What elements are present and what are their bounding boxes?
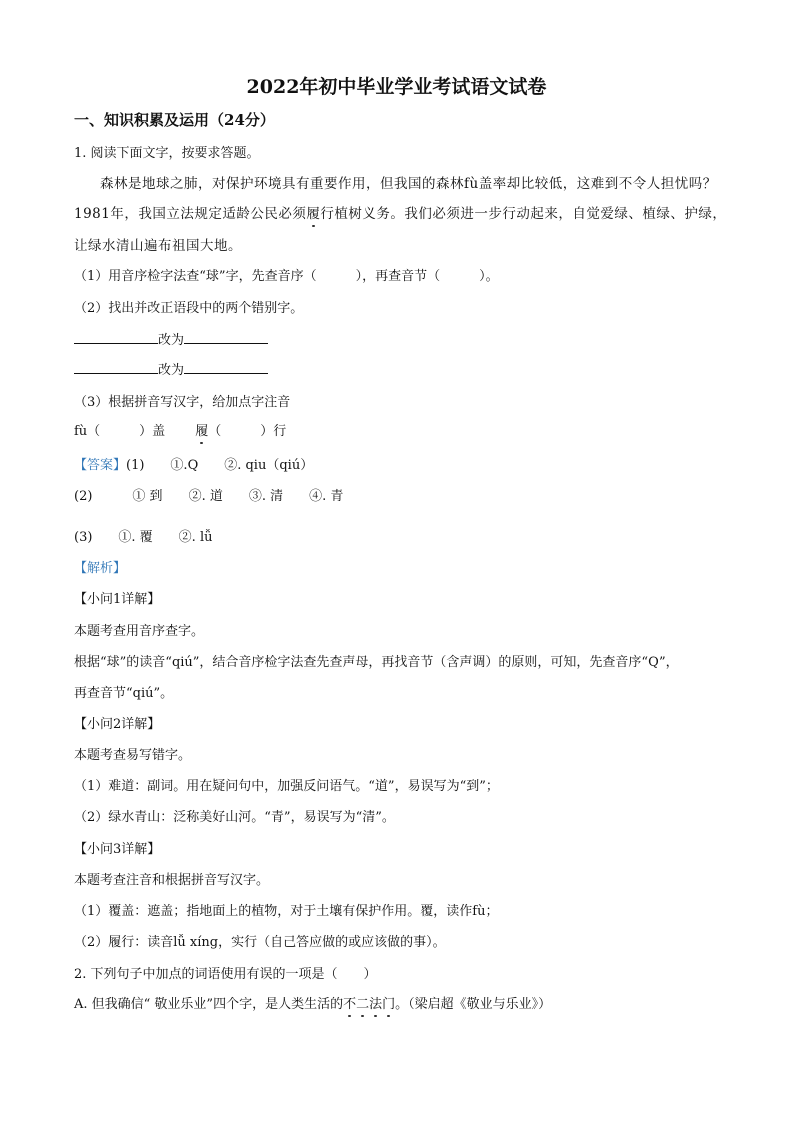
analysis-text: （2）绿水青山：泛称美好山河。“青”，易误写为“清”。 — [74, 810, 395, 825]
analysis-text: 本题考查用音序查字。 — [74, 624, 205, 639]
analysis-text: （2）履行：读音lǚ xíng，实行（自己答应做的或应该做的事）。 — [74, 935, 446, 950]
answer-line-3: (3) ①. 覆 ②. lǚ — [74, 530, 213, 545]
answer-2-item: ②. 道 — [188, 489, 223, 504]
answer-2-item: ③. 清 — [248, 489, 284, 504]
option-a-source: 。（梁启超《敬业与乐业》） — [395, 997, 552, 1012]
blank-field[interactable] — [184, 331, 268, 344]
passage-line-2a: 1981年，我国立法规定适龄公民必须 — [74, 206, 307, 222]
answer-label: 【答案】 — [74, 458, 127, 473]
sub-question-3: （3）根据拼音写汉字，给加点字注音 — [74, 395, 291, 410]
blank-field[interactable] — [74, 361, 158, 374]
dotted-phrase — [343, 997, 395, 1012]
option-a-text: A. 但我确信“ 敬业乐业”四个字，是人类生活的 — [74, 997, 344, 1012]
lv-item: （ ）行 — [208, 424, 287, 439]
sub-question-1: （1）用音序检字法查“球”字，先查音序（ ），再查音节（ ）。 — [74, 269, 499, 284]
fill-mid-label: 改为 — [158, 363, 185, 378]
blank-field[interactable] — [74, 331, 158, 344]
answer-2-label: (2) — [74, 489, 93, 504]
passage-line-2b: 行植树义务。我们必须进一步行动起来，自觉爱绿、植绿、护绿， — [320, 206, 727, 222]
fu-item: fù（ ）盖 — [74, 424, 166, 439]
analysis-text: 本题考查注音和根据拼音写汉字。 — [74, 873, 270, 888]
fill-line-1 — [74, 329, 268, 348]
answer-line-1 — [74, 454, 313, 473]
blank-field[interactable] — [184, 361, 268, 374]
answer-2-item: ① 到 — [132, 489, 163, 504]
sub-heading-2: 【小问2详解】 — [74, 717, 161, 732]
analysis-text: （1）难道：副词。用在疑问句中，加强反问语气。“道”，易误写为“到”； — [74, 779, 499, 794]
dotted-char: 门 — [382, 997, 396, 1012]
analysis-text: 根据“球”的读音“qiú”，结合音序检字法查先查声母，再找音节（含声调）的原则，可知，先查音序“Q”， — [74, 655, 679, 670]
answer-1: (1) ①.Q ②. qiu（qiú） — [126, 458, 314, 473]
analysis-text: 本题考查易写错字。 — [74, 748, 192, 763]
passage-line-1: 森林是地球之肺，对保护环境具有重要作用，但我国的森林fù盖率却比较低，这难到不令人担忧吗？ — [100, 176, 717, 192]
sub-heading-1: 【小问1详解】 — [74, 592, 161, 607]
passage-line-2 — [74, 202, 726, 222]
question-2-stem: 2. 下列句子中加点的词语使用有误的一项是（ ） — [74, 967, 377, 982]
dotted-char: 法 — [369, 997, 383, 1012]
sub-heading-3: 【小问3详解】 — [74, 842, 161, 857]
answer-line-2 — [74, 485, 343, 504]
question-1-stem: 1. 阅读下面文字，按要求答题。 — [74, 146, 260, 161]
dotted-char: 履 — [306, 206, 321, 222]
analysis-text: 再查音节“qiú”。 — [74, 686, 174, 701]
page-title: 2022年初中毕业学业考试语文试卷 — [246, 76, 547, 98]
analysis-text: （1）覆盖：遮盖；指地面上的植物，对于土壤有保护作用。覆，读作fù； — [74, 904, 499, 919]
dotted-char: 履 — [195, 424, 209, 439]
dotted-char: 二 — [356, 997, 370, 1012]
dotted-char: 不 — [343, 997, 357, 1012]
analysis-label: 【解析】 — [74, 561, 127, 576]
fill-line-2 — [74, 359, 268, 378]
answer-2-item: ④. 青 — [309, 489, 344, 504]
question-2-option-a — [74, 993, 551, 1012]
fill-mid-label: 改为 — [158, 333, 185, 348]
passage-line-3: 让绿水清山遍布祖国大地。 — [74, 238, 242, 254]
sub-question-2: （2）找出并改正语段中的两个错别字。 — [74, 301, 304, 316]
section-heading: 一、知识积累及运用（24分） — [74, 111, 275, 129]
sub-question-3-items — [74, 420, 286, 439]
